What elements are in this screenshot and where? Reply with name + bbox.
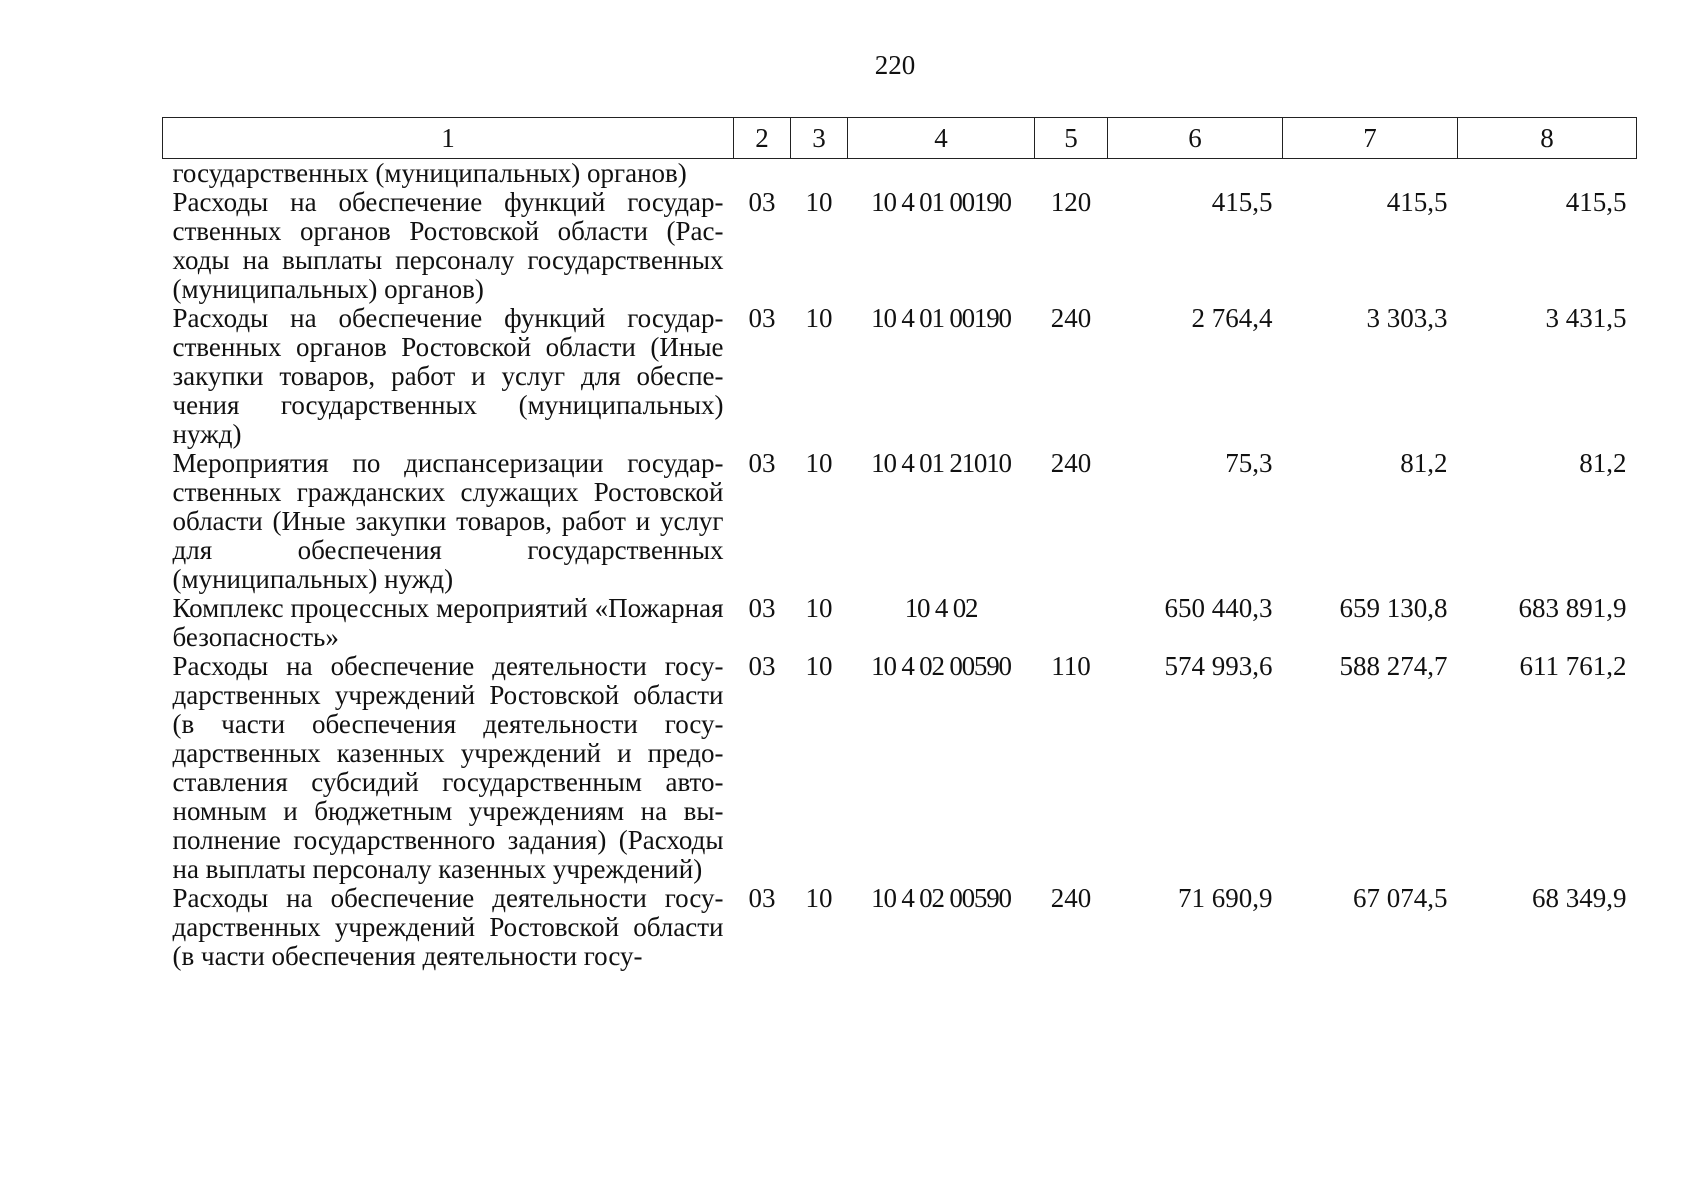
row-target-article: 10 4 01 21010 bbox=[871, 448, 1011, 478]
row-expense-type: 240 bbox=[1050, 448, 1092, 478]
row-target-article: 10 4 02 00590 bbox=[871, 651, 1011, 681]
row-expense-type: 240 bbox=[1050, 303, 1092, 333]
row-name: Расходы на обеспечение деятельности государственных учреждений Ростовской области (в части обеспечения деятельности государственных казенных учреждений и предоставления субсидий государственным автономным и бюджетным учреждениям на выполнение государственного задания) (Расходы на выплаты персоналу казенных учреждений) bbox=[172, 651, 724, 884]
row-amount-year2: 3 303,3 bbox=[1366, 303, 1448, 333]
row-amount-year3: 683 891,9 bbox=[1518, 593, 1627, 623]
page-number: 220 bbox=[874, 50, 916, 80]
header-row bbox=[163, 118, 1637, 159]
table-row bbox=[163, 594, 1637, 652]
row-amount-year2: 67 074,5 bbox=[1353, 883, 1448, 913]
row-section: 03 bbox=[748, 593, 776, 623]
row-amount-year3: 3 431,5 bbox=[1545, 303, 1627, 333]
budget-table bbox=[162, 117, 1637, 971]
row-amount-year3: 415,5 bbox=[1565, 187, 1627, 217]
row-amount-year1: 650 440,3 bbox=[1164, 593, 1273, 623]
row-section: 03 bbox=[748, 651, 776, 681]
table-row bbox=[163, 188, 1637, 304]
row-subsection: 10 bbox=[805, 448, 833, 478]
column-header-5: 5 bbox=[1035, 118, 1108, 159]
row-subsection: 10 bbox=[805, 651, 833, 681]
column-header-1: 1 bbox=[163, 118, 734, 159]
row-subsection: 10 bbox=[805, 187, 833, 217]
row-target-article: 10 4 01 00190 bbox=[871, 303, 1011, 333]
row-name: Комплекс процессных мероприятий «Пожарная безопасность» bbox=[172, 593, 724, 652]
row-name: Расходы на обеспечение функций государственных органов Ростовской области (Расходы на выплаты персоналу государственных (муниципальных) органов) bbox=[172, 187, 724, 304]
row-expense-type: 120 bbox=[1050, 187, 1092, 217]
row-target-article: 10 4 02 bbox=[904, 593, 978, 623]
row-amount-year1: 75,3 bbox=[1225, 448, 1273, 478]
table-row bbox=[163, 652, 1637, 884]
row-section: 03 bbox=[748, 883, 776, 913]
row-section: 03 bbox=[748, 448, 776, 478]
column-header-8: 8 bbox=[1458, 118, 1637, 159]
row-amount-year3: 68 349,9 bbox=[1532, 883, 1627, 913]
column-header-3: 3 bbox=[791, 118, 848, 159]
row-amount-year3: 611 761,2 bbox=[1519, 651, 1627, 681]
column-header-2: 2 bbox=[734, 118, 791, 159]
continuation-text: государственных (муниципальных) органов) bbox=[172, 158, 687, 188]
row-amount-year1: 415,5 bbox=[1211, 187, 1273, 217]
row-subsection: 10 bbox=[805, 883, 833, 913]
row-target-article: 10 4 02 00590 bbox=[871, 883, 1011, 913]
row-amount-year2: 81,2 bbox=[1400, 448, 1448, 478]
table-row bbox=[163, 449, 1637, 594]
row-amount-year2: 415,5 bbox=[1386, 187, 1448, 217]
row-target-article: 10 4 01 00190 bbox=[871, 187, 1011, 217]
row-amount-year1: 71 690,9 bbox=[1178, 883, 1273, 913]
row-section: 03 bbox=[748, 303, 776, 333]
column-header-7: 7 bbox=[1283, 118, 1458, 159]
row-subsection: 10 bbox=[805, 303, 833, 333]
row-amount-year2: 659 130,8 bbox=[1339, 593, 1448, 623]
table-row bbox=[163, 884, 1637, 971]
table-header bbox=[163, 118, 1637, 159]
row-expense-type: 240 bbox=[1050, 883, 1092, 913]
row-expense-type bbox=[1035, 594, 1108, 652]
row-amount-year1: 2 764,4 bbox=[1191, 303, 1273, 333]
row-name: Мероприятия по диспансеризации государственных гражданских служащих Ростовской области (Иные закупки товаров, работ и услуг для обеспечения государственных (муниципальных) нужд) bbox=[172, 448, 724, 594]
column-header-4: 4 bbox=[848, 118, 1035, 159]
column-header-6: 6 bbox=[1108, 118, 1283, 159]
row-amount-year3: 81,2 bbox=[1579, 448, 1627, 478]
row-section: 03 bbox=[748, 187, 776, 217]
row-name: Расходы на обеспечение функций государственных органов Ростовской области (Иные закупки товаров, работ и услуг для обеспечения государственных (муниципальных) нужд) bbox=[172, 303, 724, 449]
row-amount-year1: 574 993,6 bbox=[1164, 651, 1273, 681]
row-subsection: 10 bbox=[805, 593, 833, 623]
table-row bbox=[163, 304, 1637, 449]
row-expense-type: 110 bbox=[1051, 651, 1091, 681]
row-name: Расходы на обеспечение деятельности государственных учреждений Ростовской области (в части обеспечения деятельности госу- bbox=[172, 883, 724, 971]
continuation-row bbox=[163, 159, 1637, 189]
row-amount-year2: 588 274,7 bbox=[1339, 651, 1448, 681]
table-body bbox=[163, 159, 1637, 972]
